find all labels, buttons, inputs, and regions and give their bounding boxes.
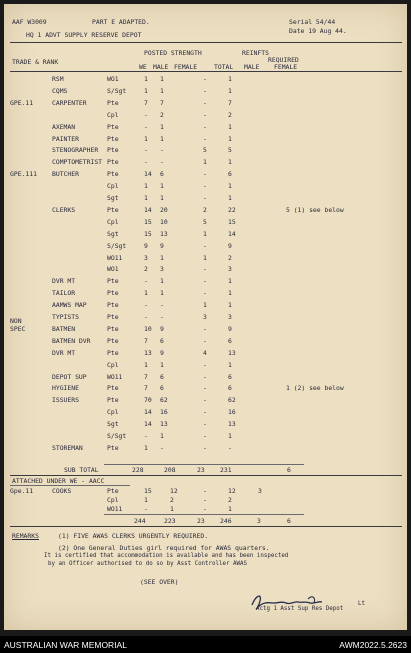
row-female: - [203,170,207,179]
row-we: 9 [144,241,148,250]
attached-rule [10,485,130,486]
male-heading: MALE [153,63,169,71]
row-male: 1 [160,360,164,369]
row-rank: Pte [107,336,119,345]
row-total: 22 [228,205,236,214]
required-male-heading: MALE [244,63,260,71]
grand-total-female: 23 [197,517,205,525]
row-male: 10 [160,217,168,226]
row-rank: S/Sgt [107,86,127,95]
row-male: 1 [160,277,164,286]
attached-total: 1 [228,505,232,513]
row-female: - [203,182,207,191]
row-male: 9 [160,241,164,250]
row-trade: CLERKS [52,205,76,214]
row-female: - [203,420,207,429]
row-rank: WO11 [107,253,123,262]
row-total: 6 [228,170,232,179]
row-we: 1 [144,443,148,452]
row-rank: WO11 [107,372,123,381]
row-we: 7 [144,384,148,393]
row-trade: CARPENTER [52,98,87,107]
reinfts-heading: REINFTS [242,49,269,57]
row-female: - [203,241,207,250]
row-total: 6 [228,384,232,393]
row-trade: BATMEN [52,324,76,333]
row-we: - [144,432,148,440]
attached-we: 15 [144,487,152,495]
row-female: 1 [203,301,207,310]
row-male: 1 [160,75,164,83]
row-we: - [144,313,148,321]
row-total: 16 [228,408,236,417]
row-female: - [203,277,207,286]
subtotal-we: 228 [132,466,144,474]
row-rank: S/Sgt [107,241,127,250]
grand-total-total: 246 [220,517,232,525]
row-we: 1 [144,134,148,143]
row-male: 20 [160,205,168,214]
row-male: 3 [160,265,164,274]
row-total: 62 [228,396,236,405]
row-female: 5 [203,146,207,155]
row-female: - [203,110,207,119]
row-female: - [203,384,207,393]
row-total: 6 [228,336,232,345]
row-trade: HYGIENE [52,384,79,393]
row-total: 1 [228,75,232,83]
row-trade: AXEMAN [52,122,76,131]
row-female: 2 [203,205,207,214]
row-total: 13 [228,348,236,357]
row-total: 1 [228,158,232,167]
row-male: - [160,443,164,452]
row-male: - [160,301,164,310]
row-total: 2 [228,253,232,262]
attached-reinf: 3 [258,487,262,495]
row-male: 6 [160,372,164,381]
row-we: 7 [144,98,148,107]
subtotal-rule [104,464,304,465]
row-total: 1 [228,134,232,143]
row-female: - [203,336,207,345]
row-trade: TAILOR [52,289,76,298]
row-female: - [203,194,207,202]
row-female: 1 [203,253,207,262]
remark-2: (2) One General Duties girl required for AWAS quarters. [58,544,270,552]
row-female: 5 [203,217,207,226]
archive-name: AUSTRALIAN WAR MEMORIAL [4,640,127,650]
row-total: 14 [228,229,236,238]
row-male: 1 [160,122,164,131]
row-female: - [203,122,207,131]
row-trade: TYPISTS [52,313,79,321]
signature-rank: Lt [358,601,365,607]
subtotal-female: 23 [197,466,205,474]
row-female: - [203,396,207,405]
row-total: 13 [228,420,236,429]
row-rank: Pte [107,384,119,393]
row-male: 1 [160,253,164,262]
row-trade: DVR MT [52,277,76,286]
signature-image [248,589,358,619]
row-total: 1 [228,289,232,298]
row-rank: Sgt [107,420,119,429]
row-trade: AAMWS MAP [52,301,87,310]
row-rank: Sgt [107,194,119,202]
subtotal-male: 208 [164,466,176,474]
row-rank: Pte [107,122,119,131]
row-total: 1 [228,360,232,369]
row-we: - [144,122,148,131]
row-male: 6 [160,336,164,345]
row-male: 1 [160,182,164,191]
grand-total-reinf-male: 3 [257,517,261,525]
remark-1: (1) FIVE AWAS CLERKS URGENTLY REQUIRED. [58,532,209,540]
attached-we: 1 [144,496,148,504]
row-we: - [144,110,148,119]
row-remarks: 5 (1) see below [286,205,344,214]
row-total: 2 [228,110,232,119]
row-trade: RSM [52,75,64,83]
attached-rank: WO11 [107,505,123,513]
row-female: - [203,372,207,381]
row-total: 9 [228,241,232,250]
required-female-heading: FEMALE [274,63,298,71]
document-page [4,4,407,630]
attached-female: - [203,505,207,513]
row-total: - [228,443,232,452]
posted-strength-heading: POSTED STRENGTH [144,49,202,57]
row-total: 1 [228,86,232,95]
row-rank: Pte [107,170,119,179]
row-we: 14 [144,420,152,429]
row-trade: STOREMAN [52,443,83,452]
row-trade: PAINTER [52,134,79,143]
row-male: 1 [160,289,164,298]
row-rank: Pte [107,396,119,405]
row-total: 1 [228,432,232,440]
row-female: - [203,443,207,452]
row-we: 15 [144,229,152,238]
row-rank: WO1 [107,75,119,83]
row-rank: Pte [107,313,119,321]
row-male: 6 [160,170,164,179]
row-male: - [160,146,164,155]
row-total: 7 [228,98,232,107]
row-rank: Sgt [107,229,119,238]
row-rank: Pte [107,443,119,452]
attached-female: - [203,487,207,495]
row-female: - [203,324,207,333]
row-rank: Pte [107,205,119,214]
row-female: - [203,265,207,274]
row-we: 1 [144,86,148,95]
attached-group: Gpe.11 [10,487,34,495]
row-male: 62 [160,396,168,405]
row-total: 1 [228,182,232,191]
row-rank: Cpl [107,110,119,119]
row-we: 1 [144,194,148,202]
row-total: 1 [228,194,232,202]
row-total: 6 [228,372,232,381]
row-group: NON SPEC [10,316,26,333]
row-female: - [203,75,207,83]
trade-rank-heading: TRADE & RANK [12,58,59,66]
row-we: - [144,277,148,286]
row-group: GPE.111 [10,170,37,179]
subtotal-total: 231 [220,466,232,474]
subtotal-reinf: 6 [287,466,291,474]
row-total: 1 [228,122,232,131]
row-rank: Cpl [107,182,119,191]
row-we: 1 [144,289,148,298]
row-total: 3 [228,265,232,274]
row-we: 3 [144,253,148,262]
attached-male: 12 [170,487,178,495]
row-female: - [203,134,207,143]
row-total: 5 [228,146,232,155]
archive-footer [0,636,411,653]
form-part: PART E ADAPTED. [92,18,150,26]
row-rank: Pte [107,134,119,143]
row-rank: Cpl [107,408,119,417]
row-male: 9 [160,324,164,333]
header-rule [10,42,402,43]
row-rank: Pte [107,158,119,167]
attached-trade: COOKS [52,487,72,495]
row-we: 15 [144,217,152,226]
row-female: - [203,86,207,95]
grand-total-reinf-female: 6 [287,517,291,525]
row-male: - [160,313,164,321]
row-male: 16 [160,408,168,417]
unit-title: HQ 1 ADVT SUPPLY RESERVE DEPOT [26,31,142,39]
row-we: - [144,146,148,155]
row-trade: DEPOT SUP [52,372,87,381]
attached-total: 12 [228,487,236,495]
row-trade: COMPTOMETRIST [52,158,103,167]
remarks-label: REMARKS [12,532,39,540]
row-female: 1 [203,229,207,238]
row-we: 2 [144,265,148,274]
row-rank: Pte [107,348,119,357]
total-heading: TOTAL [214,63,234,71]
row-female: - [203,289,207,298]
grand-total-male: 223 [164,517,176,525]
signature-title: Actg 1 Asst Sup Res Depot [256,606,344,612]
form-code: AAF W3009 [12,18,47,26]
row-rank: Cpl [107,217,119,226]
certification-line-2: by an Officer authorised to do so by Asst Controller AWAS [48,561,247,567]
row-male: 2 [160,110,164,119]
row-remarks: 1 (2) see below [286,384,344,393]
row-total: 3 [228,313,232,321]
row-we: 14 [144,408,152,417]
row-we: 70 [144,396,152,405]
female-heading: FEMALE [174,63,198,71]
row-rank: Pte [107,277,119,286]
row-female: - [203,432,207,440]
row-we: 14 [144,170,152,179]
row-male: 7 [160,98,164,107]
row-trade: BUTCHER [52,170,79,179]
row-female: - [203,360,207,369]
row-we: 10 [144,324,152,333]
attached-rank: Pte [107,487,119,495]
row-we: 1 [144,360,148,369]
row-female: 3 [203,313,207,321]
row-trade: BATMEN DVR [52,336,91,345]
row-rank: Cpl [107,360,119,369]
row-we: 14 [144,205,152,214]
row-rank: Pte [107,301,119,310]
row-female: 1 [203,158,207,167]
row-rank: Pte [107,289,119,298]
serial-number: Serial 54/44 [289,18,336,26]
attached-male: 2 [170,496,174,504]
grand-total-we: 244 [134,517,146,525]
row-male: 9 [160,348,164,357]
column-header-rule [10,71,402,72]
see-over-note: (SEE OVER) [140,578,179,586]
attached-female: - [203,496,207,504]
row-group: GPE.11 [10,98,34,107]
row-total: 15 [228,217,236,226]
attached-total: 2 [228,496,232,504]
certification-line-1: It is certified that accommodation is available and has been inspected [44,553,289,559]
row-male: 6 [160,384,164,393]
row-male: 1 [160,194,164,202]
row-male: 13 [160,420,168,429]
we-heading: WE [139,63,147,71]
attached-rank: Cpl [107,496,119,504]
row-rank: Pte [107,146,119,155]
row-total: 9 [228,324,232,333]
archive-reference: AWM2022.5.2623 [339,640,407,650]
row-trade: DVR MT [52,348,76,357]
grand-total-top-rule [104,514,304,515]
row-we: 7 [144,372,148,381]
row-male: - [160,158,164,167]
row-male: 1 [160,134,164,143]
document-date: Date 19 Aug 44. [289,27,347,35]
row-female: - [203,408,207,417]
required-heading: REQUIRED [268,56,299,64]
row-rank: S/Sgt [107,432,127,440]
row-rank: Pte [107,98,119,107]
row-total: 1 [228,301,232,310]
row-male: 13 [160,229,168,238]
row-rank: Pte [107,324,119,333]
row-we: 7 [144,336,148,345]
subtotal-bottom-rule [10,475,402,476]
row-we: - [144,158,148,167]
row-female: - [203,98,207,107]
row-we: - [144,301,148,310]
subtotal-label: SUB TOTAL [64,466,99,474]
row-female: 4 [203,348,207,357]
attached-we: - [144,505,148,513]
grand-total-rule [10,526,402,527]
attached-male: 1 [170,505,174,513]
row-trade: STENOGRAPHER [52,146,99,155]
row-male: 1 [160,86,164,95]
row-trade: CQMS [52,86,68,95]
row-trade: ISSUERS [52,396,79,405]
row-male: 1 [160,432,164,440]
attached-heading: ATTACHED UNDER WE - AACC [12,477,105,485]
row-rank: WO1 [107,265,119,274]
row-total: 1 [228,277,232,286]
row-we: 1 [144,182,148,191]
row-we: 1 [144,75,148,83]
row-we: 13 [144,348,152,357]
